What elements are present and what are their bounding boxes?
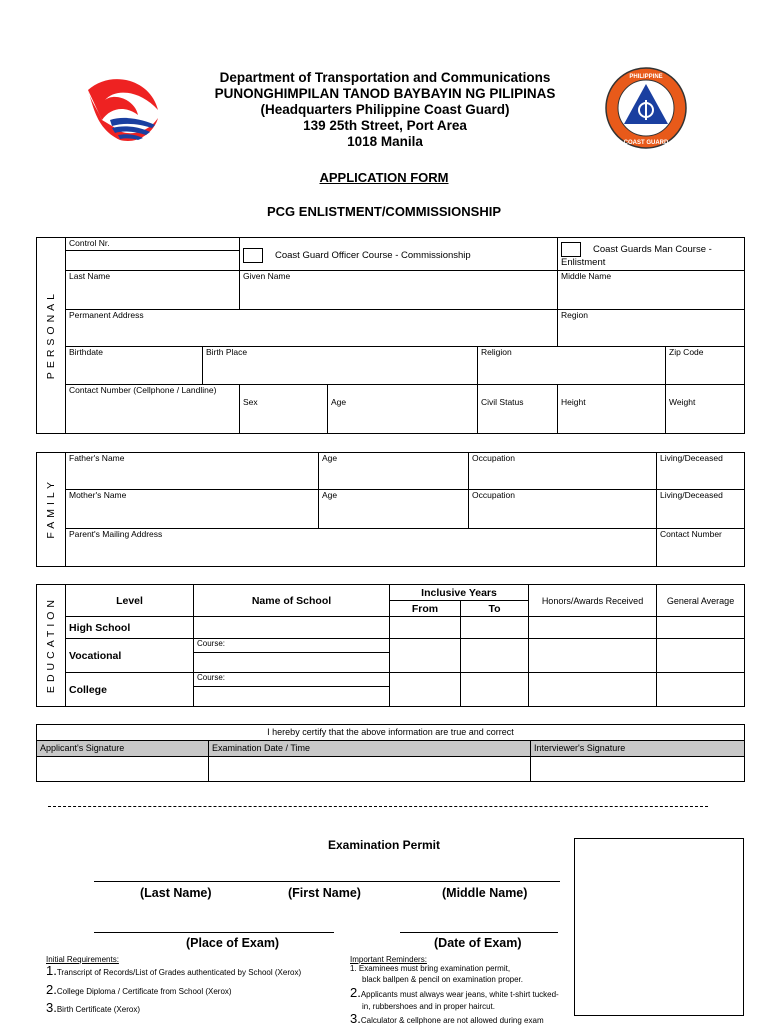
vocational-honors-field[interactable] xyxy=(529,639,657,673)
family-section xyxy=(36,452,745,567)
from-header: From xyxy=(390,601,461,617)
region-field[interactable] xyxy=(558,323,745,347)
header-line5: 1018 Manila xyxy=(347,134,423,149)
vocational-to-field[interactable] xyxy=(461,639,529,673)
father-occupation-field[interactable] xyxy=(469,466,657,490)
college-average-field[interactable] xyxy=(657,673,745,707)
form-title: APPLICATION FORM xyxy=(319,170,449,185)
father-occupation-label: Occupation xyxy=(469,453,657,466)
contact-number-label: Contact Number (Cellphone / Landline) xyxy=(66,385,240,408)
parents-address-field[interactable] xyxy=(66,542,657,567)
first-name-caption: (First Name) xyxy=(288,886,361,900)
permit-title: Examination Permit xyxy=(327,838,441,852)
sex-label: Sex xyxy=(240,385,328,408)
father-living-field[interactable] xyxy=(657,466,745,490)
father-age-field[interactable] xyxy=(319,466,469,490)
date-line xyxy=(400,932,558,933)
parents-contact-field[interactable] xyxy=(657,542,745,567)
father-living-label: Living/Deceased xyxy=(657,453,745,466)
middle-name-field[interactable] xyxy=(558,284,745,310)
control-nr-field[interactable] xyxy=(66,251,240,271)
last-name-label: Last Name xyxy=(66,271,240,284)
high-school-name-field[interactable] xyxy=(194,617,390,639)
form-subtitle: PCG ENLISTMENT/COMMISSIONSHIP xyxy=(266,204,501,219)
seal-text-top: PHILIPPINE xyxy=(629,74,663,80)
last-name-field[interactable] xyxy=(66,284,240,310)
rem-2a: 2.Applicants must always wear jeans, white t-shirt tucked- xyxy=(350,985,559,1000)
high-school-average-field[interactable] xyxy=(657,617,745,639)
inclusive-years-header: Inclusive Years xyxy=(390,585,529,601)
high-school-to-field[interactable] xyxy=(461,617,529,639)
control-nr-label: Control Nr. xyxy=(66,238,240,251)
middle-name-caption: (Middle Name) xyxy=(442,886,528,900)
mothers-name-label: Mother's Name xyxy=(66,490,319,503)
sex-field[interactable] xyxy=(240,407,328,433)
college-course-label: Course: xyxy=(194,673,390,687)
to-header: To xyxy=(461,601,529,617)
college-from-field[interactable] xyxy=(390,673,461,707)
college-to-field[interactable] xyxy=(461,673,529,707)
middle-name-label: Middle Name xyxy=(558,271,745,284)
birth-place-field[interactable] xyxy=(203,360,478,385)
rem-1a: 1. Examinees must bring examination permit, xyxy=(350,964,511,973)
mothers-name-field[interactable] xyxy=(66,503,319,529)
header-line3: (Headquarters Philippine Coast Guard) xyxy=(260,102,510,117)
req-2: 2.College Diploma / Certificate from School (Xerox) xyxy=(46,982,232,997)
height-label: Height xyxy=(558,385,666,408)
initial-requirements-label: Initial Requirements: xyxy=(46,955,119,964)
rem-2b: in, rubbershoes and in proper haircut. xyxy=(362,1002,495,1011)
family-label: FAMILY xyxy=(37,453,66,567)
zip-code-label: Zip Code xyxy=(666,347,745,360)
header xyxy=(150,70,620,150)
rem-3: 3.Calculator & cellphone are not allowed during exam xyxy=(350,1011,544,1026)
header-line4: 139 25th Street, Port Area xyxy=(303,118,467,133)
interviewer-signature-label: Interviewer's Signature xyxy=(531,741,745,757)
interviewer-signature-field[interactable] xyxy=(531,757,745,782)
given-name-field[interactable] xyxy=(240,284,558,310)
date-caption: (Date of Exam) xyxy=(434,936,522,950)
fathers-name-field[interactable] xyxy=(66,466,319,490)
zip-code-field[interactable] xyxy=(666,360,745,385)
college-honors-field[interactable] xyxy=(529,673,657,707)
height-field[interactable] xyxy=(558,407,666,433)
personal-section xyxy=(36,237,745,434)
applicant-signature-label: Applicant's Signature xyxy=(37,741,209,757)
college-school-field[interactable] xyxy=(194,687,390,707)
vocational-course-label: Course: xyxy=(194,639,390,653)
age-label: Age xyxy=(328,385,478,408)
officer-course-option[interactable]: Coast Guard Officer Course - Commissionship xyxy=(240,238,558,271)
officer-course-checkbox[interactable] xyxy=(243,248,263,263)
dotc-logo xyxy=(80,70,160,145)
average-header: General Average xyxy=(657,585,745,617)
cut-line xyxy=(48,806,708,807)
religion-label: Religion xyxy=(478,347,666,360)
level-header: Level xyxy=(66,585,194,617)
man-course-checkbox[interactable] xyxy=(561,242,581,257)
personal-label: PERSONAL xyxy=(37,238,66,434)
vocational-school-field[interactable] xyxy=(194,653,390,673)
father-age-label: Age xyxy=(319,453,469,466)
vocational-label: Vocational xyxy=(66,639,194,673)
exam-date-label: Examination Date / Time xyxy=(209,741,531,757)
certification-section xyxy=(36,724,745,782)
mother-occupation-label: Occupation xyxy=(469,490,657,503)
req-3: 3.Birth Certificate (Xerox) xyxy=(46,1000,140,1015)
header-line2: PUNONGHIMPILAN TANOD BAYBAYIN NG PILIPINAS xyxy=(214,86,556,101)
parents-address-label: Parent's Mailing Address xyxy=(66,529,657,542)
civil-status-label: Civil Status xyxy=(478,385,558,408)
mother-living-field[interactable] xyxy=(657,503,745,529)
man-course-option[interactable]: Coast Guards Man Course - Enlistment xyxy=(558,238,745,271)
school-header: Name of School xyxy=(194,585,390,617)
important-reminders-label: Important Reminders: xyxy=(350,955,427,964)
rem-1b: black ballpen & pencil on examination proper. xyxy=(362,975,523,984)
vocational-from-field[interactable] xyxy=(390,639,461,673)
applicant-signature-field[interactable] xyxy=(37,757,209,782)
mother-occupation-field[interactable] xyxy=(469,503,657,529)
religion-field[interactable] xyxy=(478,360,666,385)
fathers-name-label: Father's Name xyxy=(66,453,319,466)
age-field[interactable] xyxy=(328,407,478,433)
high-school-honors-field[interactable] xyxy=(529,617,657,639)
mother-age-field[interactable] xyxy=(319,503,469,529)
weight-label: Weight xyxy=(666,385,745,408)
given-name-label: Given Name xyxy=(240,271,558,284)
last-name-caption: (Last Name) xyxy=(140,886,212,900)
photo-box[interactable] xyxy=(574,838,744,1016)
permanent-address-field[interactable] xyxy=(66,323,558,347)
education-label: EDUCATION xyxy=(37,585,66,707)
req-1: 1.Transcript of Records/List of Grades authenticated by School (Xerox) xyxy=(46,963,302,978)
certification-statement: I hereby certify that the above information are true and correct xyxy=(37,725,745,741)
high-school-from-field[interactable] xyxy=(390,617,461,639)
contact-number-field[interactable] xyxy=(66,407,240,433)
mother-living-label: Living/Deceased xyxy=(657,490,745,503)
birth-place-label: Birth Place xyxy=(203,347,478,360)
honors-header: Honors/Awards Received xyxy=(529,585,657,617)
place-line xyxy=(94,932,334,933)
name-line xyxy=(94,881,560,882)
region-label: Region xyxy=(558,310,745,323)
place-caption: (Place of Exam) xyxy=(186,936,280,950)
mother-age-label: Age xyxy=(319,490,469,503)
education-section xyxy=(36,584,745,707)
permanent-address-label: Permanent Address xyxy=(66,310,558,323)
weight-field[interactable] xyxy=(666,407,745,433)
college-label: College xyxy=(66,673,194,707)
birthdate-field[interactable] xyxy=(66,360,203,385)
high-school-label: High School xyxy=(66,617,194,639)
birthdate-label: Birthdate xyxy=(66,347,203,360)
seal-text-bottom: COAST GUARD xyxy=(623,140,669,146)
parents-contact-label: Contact Number xyxy=(657,529,745,542)
civil-status-field[interactable] xyxy=(478,407,558,433)
vocational-average-field[interactable] xyxy=(657,639,745,673)
header-line1: Department of Transportation and Communications xyxy=(219,70,551,85)
exam-date-field[interactable] xyxy=(209,757,531,782)
